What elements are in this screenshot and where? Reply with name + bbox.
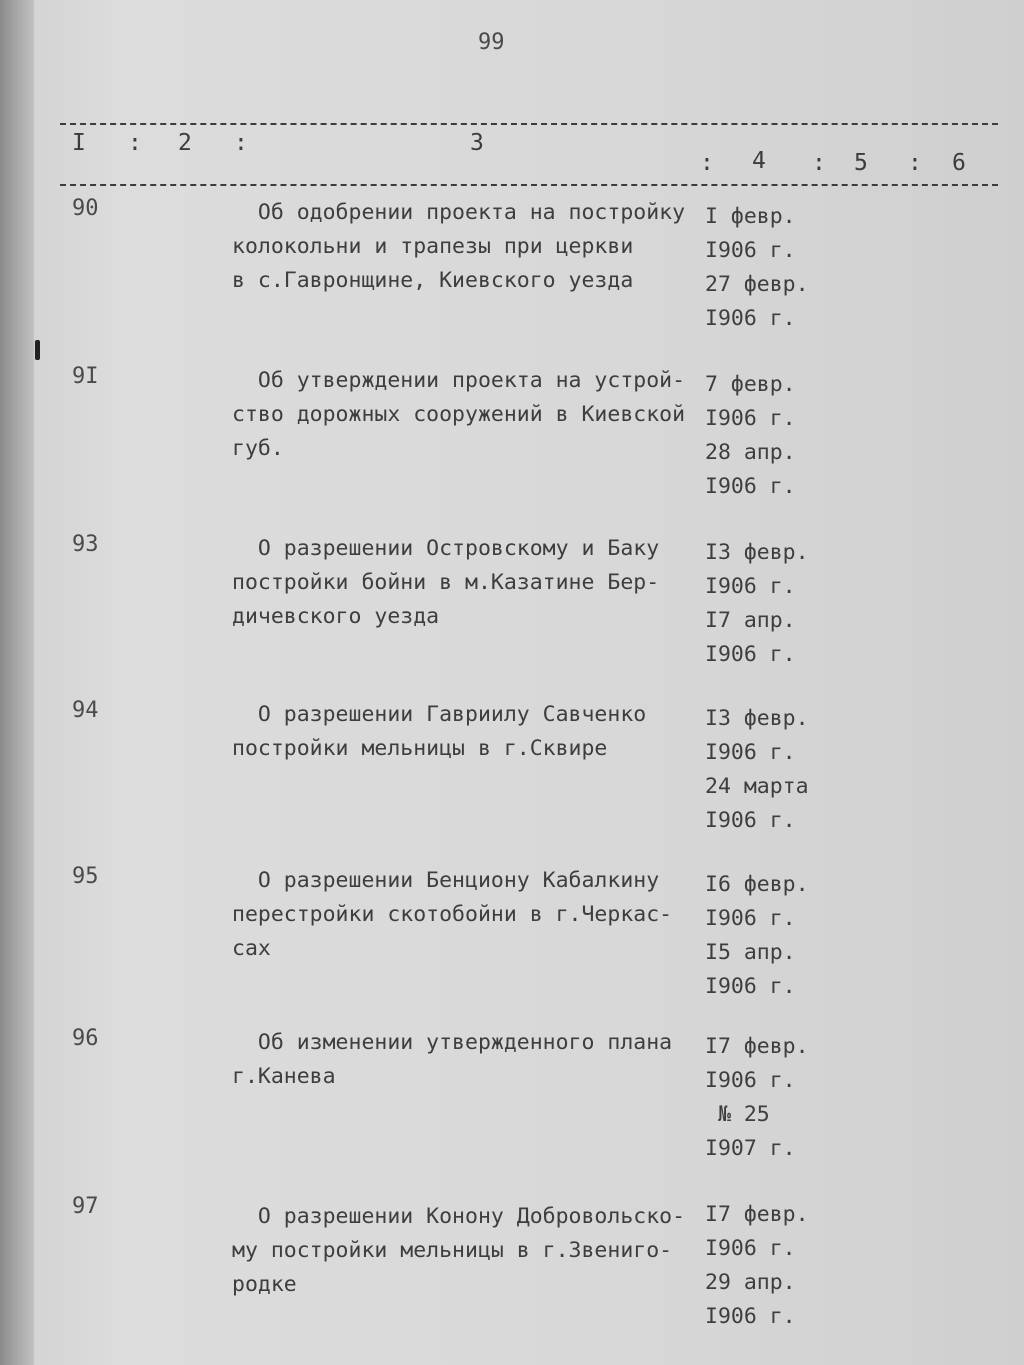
header-sep-3: : [700,150,714,176]
date-line: № 25 [705,1102,770,1127]
description-line: Об утверждении проекта на устрой- [232,368,686,393]
header-rule-top [60,123,998,125]
entry-dates [705,368,796,504]
header-col-5: 5 [854,150,868,176]
description-line: Об одобрении проекта на постройку [232,200,686,225]
entry-dates [705,868,809,1004]
header-col-1: I [72,130,86,156]
entry-description [232,864,672,966]
header-sep-5: : [908,150,922,176]
description-line: родке [232,1272,297,1297]
entry-description [232,532,659,634]
description-line: Об изменении утвержденного плана [232,1030,673,1055]
entry-number: 96 [72,1026,99,1051]
date-line: I6 февр. [705,872,809,897]
entry-number: 97 [72,1194,99,1219]
date-line: I906 г. [705,906,796,931]
description-line: в с.Гавронщине, Киевского уезда [232,268,634,293]
date-line: 24 марта [705,774,809,799]
entry-dates [705,200,809,336]
header-sep-4: : [812,150,826,176]
date-line: I906 г. [705,808,796,833]
date-line: I906 г. [705,238,796,263]
header-col-3: 3 [470,130,484,156]
entry-dates [705,1198,809,1334]
description-line: О разрешении Гавриилу Савченко [232,702,647,727]
header-col-4: 4 [752,148,766,174]
date-line: I3 февр. [705,540,809,565]
date-line: I906 г. [705,406,796,431]
header-col-2: 2 [178,130,192,156]
entry-description [232,364,685,466]
entry-description [232,196,685,298]
date-line: I3 февр. [705,706,809,731]
date-line: I906 г. [705,1236,796,1261]
description-line: дичевского уезда [232,604,440,629]
book-gutter [0,0,34,1365]
date-line: I7 февр. [705,1034,809,1059]
entry-dates [705,702,809,838]
entry-description [232,1026,672,1094]
description-line: О разрешении Конону Добровольско- [232,1204,686,1229]
date-line: I906 г. [705,306,796,331]
description-line: постройки бойни в м.Казатине Бер- [232,570,660,595]
entry-number: 95 [72,864,99,889]
description-line: ство дорожных сооружений в Киевской [232,402,686,427]
header-col-6: 6 [952,150,966,176]
header-rule-bottom [60,184,998,186]
description-line: губ. [232,436,284,461]
date-line: I906 г. [705,574,796,599]
date-line: I907 г. [705,1136,796,1161]
date-line: 28 апр. [705,440,796,465]
description-line: г.Канева [232,1064,336,1089]
entry-number: 9I [72,364,99,389]
binding-mark [35,340,40,360]
description-line: постройки мельницы в г.Сквире [232,736,608,761]
date-line: 7 февр. [705,372,796,397]
entry-description [232,1200,685,1302]
description-line: О разрешении Бенциону Кабалкину [232,868,660,893]
date-line: I7 апр. [705,608,796,633]
header-sep-2: : [234,130,248,156]
date-line: I906 г. [705,1304,796,1329]
date-line: I906 г. [705,642,796,667]
date-line: I7 февр. [705,1202,809,1227]
date-line: I906 г. [705,740,796,765]
date-line: I906 г. [705,474,796,499]
date-line: I февр. [705,204,796,229]
date-line: 27 февр. [705,272,809,297]
entry-number: 93 [72,532,99,557]
description-line: О разрешении Островскому и Баку [232,536,660,561]
description-line: колокольни и трапезы при церкви [232,234,634,259]
description-line: сах [232,936,271,961]
entry-dates [705,1030,809,1166]
page-number: 99 [478,30,505,55]
entry-number: 94 [72,698,99,723]
description-line: перестройки скотобойни в г.Черкас- [232,902,673,927]
entry-dates [705,536,809,672]
header-sep-1: : [128,130,142,156]
entry-number: 90 [72,196,99,221]
date-line: I906 г. [705,974,796,999]
entry-description [232,698,646,766]
date-line: I906 г. [705,1068,796,1093]
date-line: 29 апр. [705,1270,796,1295]
description-line: му постройки мельницы в г.Звениго- [232,1238,673,1263]
date-line: I5 апр. [705,940,796,965]
